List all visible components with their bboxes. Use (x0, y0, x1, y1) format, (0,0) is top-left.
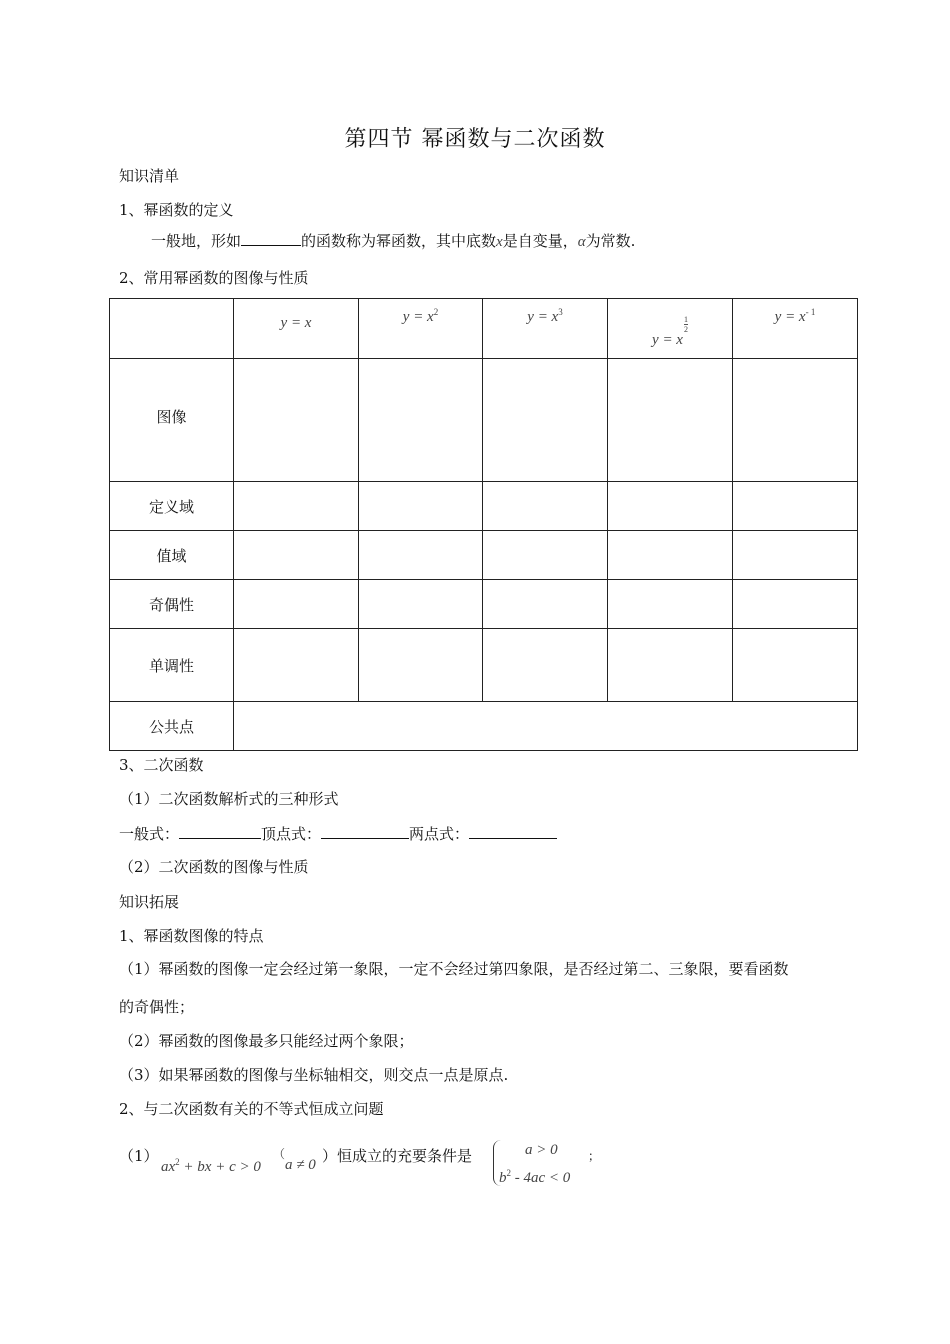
parity-cell[interactable] (733, 580, 858, 629)
row-label-common-point: 公共点 (110, 702, 234, 751)
domain-cell[interactable] (608, 482, 733, 531)
table-row-common-point (110, 702, 858, 751)
header-y-eq-x-cubed: $y = x^3$ (483, 299, 608, 359)
graph-cell[interactable] (359, 359, 483, 482)
condition-a-not-zero: a ≠ 0 (285, 1157, 316, 1173)
extension-1-point-3: （3）如果幂函数的图像与坐标轴相交，则交点一点是原点. (119, 1066, 509, 1084)
domain-cell[interactable] (483, 482, 608, 531)
vertex-form-blank[interactable] (321, 824, 409, 839)
two-point-form-blank[interactable] (469, 824, 557, 839)
case-a-positive: a > 0 (525, 1142, 558, 1158)
parity-cell[interactable] (359, 580, 483, 629)
variable-alpha: α (577, 234, 586, 250)
section-3-heading: 3、二次函数 (119, 756, 204, 774)
graph-cell[interactable] (483, 359, 608, 482)
definition-text-d: 为常数. (585, 232, 636, 250)
definition-text-a: 一般地，形如 (151, 232, 242, 250)
monotonicity-cell[interactable] (733, 629, 858, 702)
monotonicity-cell[interactable] (483, 629, 608, 702)
parity-cell[interactable] (608, 580, 733, 629)
row-label-parity: 奇偶性 (110, 580, 234, 629)
header-y-eq-x-inverse: $y = x^{- 1}$ (733, 299, 858, 359)
row-label-graph: 图像 (110, 359, 234, 482)
range-cell[interactable] (359, 531, 483, 580)
extension-2-heading: 2、与二次函数有关的不等式恒成立问题 (119, 1100, 384, 1118)
table-row-range (110, 531, 858, 580)
extension-1-point-1-line-2: 的奇偶性； (119, 998, 195, 1016)
knowledge-extension-heading: 知识拓展 (119, 893, 180, 911)
monotonicity-cell[interactable] (359, 629, 483, 702)
table-row-monotonicity (110, 629, 858, 702)
condition-text: ）恒成立的充要条件是 (322, 1147, 473, 1165)
inequality-item-number: （1） (119, 1147, 159, 1165)
semicolon: ； (588, 1149, 601, 1163)
section-3-sub-1: （1）二次函数解析式的三种形式 (119, 790, 339, 808)
row-label-range: 值域 (110, 531, 234, 580)
range-cell[interactable] (483, 531, 608, 580)
common-point-cell[interactable] (234, 702, 858, 751)
table-corner-cell (110, 299, 234, 359)
inequality-expression: $ax^2$ + bx + c > 0 (161, 1157, 261, 1175)
variable-x: x (496, 234, 503, 250)
range-cell[interactable] (234, 531, 359, 580)
header-y-eq-x: y = x (234, 299, 359, 359)
extension-1-point-2: （2）幂函数的图像最多只能经过两个象限； (119, 1032, 414, 1050)
parity-cell[interactable] (234, 580, 359, 629)
domain-cell[interactable] (234, 482, 359, 531)
knowledge-list-heading: 知识清单 (119, 167, 180, 185)
case-discriminant: $b^2 - 4ac < 0$ (499, 1168, 571, 1186)
range-cell[interactable] (608, 531, 733, 580)
range-cell[interactable] (733, 531, 858, 580)
definition-text-c: 是自变量， (502, 232, 578, 250)
vertex-form-label: 顶点式： (261, 825, 322, 843)
graph-cell[interactable] (234, 359, 359, 482)
section-3-sub-2: （2）二次函数的图像与性质 (119, 858, 309, 876)
power-function-definition (151, 230, 635, 251)
exponent-fraction: $\frac{1}{2}$ (683, 315, 688, 334)
definition-blank[interactable] (241, 231, 301, 246)
quadratic-forms-line (119, 823, 557, 844)
monotonicity-cell[interactable] (608, 629, 733, 702)
table-row-parity (110, 580, 858, 629)
section-1-heading: 1、幂函数的定义 (119, 201, 234, 219)
table-row-domain (110, 482, 858, 531)
extension-1-heading: 1、幂函数图像的特点 (119, 927, 264, 945)
header-y-eq-x-squared: $y = x^2$ (359, 299, 483, 359)
two-point-form-label: 两点式： (409, 825, 470, 843)
section-2-heading: 2、常用幂函数的图像与性质 (119, 269, 309, 287)
parity-cell[interactable] (483, 580, 608, 629)
domain-cell[interactable] (733, 482, 858, 531)
page-title: 第四节 幂函数与二次函数 (344, 127, 606, 152)
general-form-label: 一般式： (119, 825, 180, 843)
graph-cell[interactable] (608, 359, 733, 482)
graph-cell[interactable] (733, 359, 858, 482)
condition-open-paren: （ (273, 1147, 286, 1161)
general-form-blank[interactable] (179, 824, 261, 839)
extension-1-point-1-line-1: （1）幂函数的图像一定会经过第一象限，一定不会经过第四象限，是否经过第二、三象限，要看函数 (119, 960, 789, 978)
monotonicity-cell[interactable] (234, 629, 359, 702)
row-label-domain: 定义域 (110, 482, 234, 531)
definition-text-b: 的函数称为幂函数，其中底数 (301, 232, 497, 250)
table-row-graph (110, 359, 858, 482)
power-function-table (109, 298, 858, 751)
domain-cell[interactable] (359, 482, 483, 531)
header-y-eq-x-half: y = x $\frac{1}{2}$ (608, 299, 733, 359)
table-header-row (110, 299, 858, 359)
row-label-monotonicity: 单调性 (110, 629, 234, 702)
